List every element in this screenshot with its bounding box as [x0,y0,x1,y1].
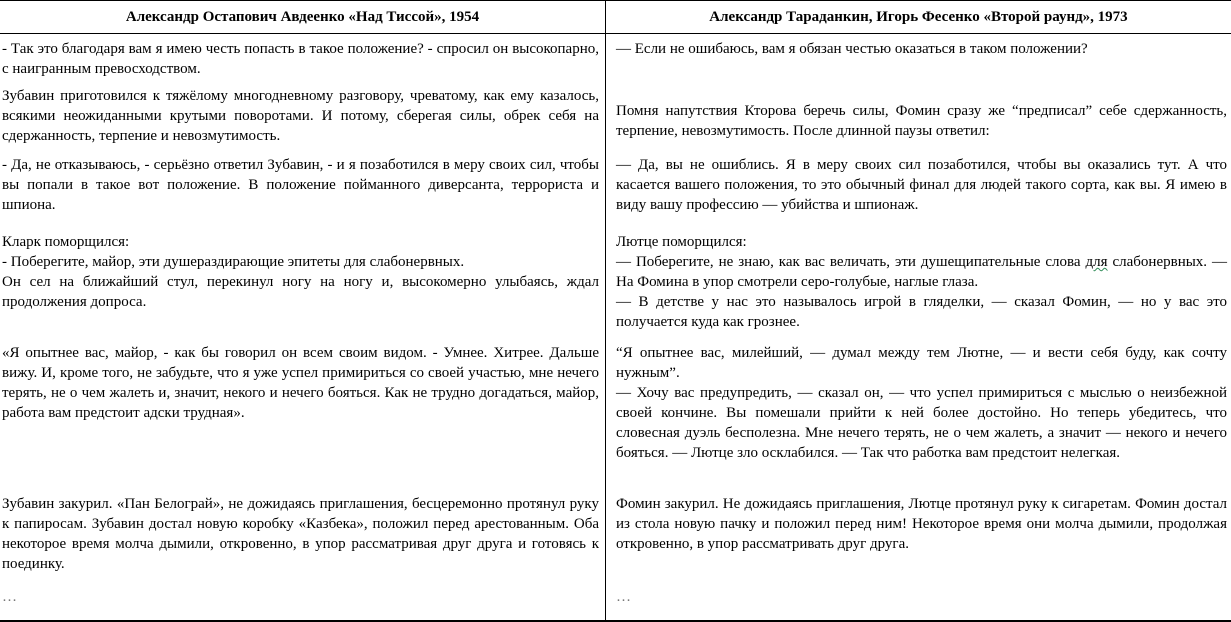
paragraph [616,252,1227,292]
left-column-text [0,34,606,620]
paragraph: — Если не ошибаюсь, вам я обязан честью оказаться в таком положении? [616,41,1088,57]
paragraph: “Я опытнее вас, милейший, — думал между тем Лютне, — и вести себя буду, как сочту нужным”. [616,345,1227,381]
paragraph: — В детстве у нас это называлось игрой в гляделки, — сказал Фомин, — но у вас это получается куда как грознее. [616,294,1227,330]
right-column-text [606,34,1231,620]
table-body-row [0,34,1231,620]
paragraph: - Поберегите, майор, эти душераздирающие эпитеты для слабонервных. [2,254,465,270]
paragraph: - Да, не отказываюсь, - серьёзно ответил Зубавин, - и я позаботился в меру своих сил, чтобы вы попали в такое вот положение. В положение пойманного диверсанта, террориста и шпиона. [2,157,599,213]
paragraph: Зубавин закурил. «Пан Белограй», не дожидаясь приглашения, бесцеремонно протянул руку к папиросам. Зубавин достал новую коробку «Казбека», положил перед арестованным. Оба некоторое время молча дымили, откровенно, в упор рассматривая друг друга и готовясь к поединку. [2,496,599,572]
paragraph: — Да, вы не ошиблись. Я в меру своих сил позаботился, чтобы вы оказались тут. А что касается вашего положения, то это обычный финал для людей такого сорта, как вы. Я имею в виду вашу профессию — убийства и шпионаж. [616,157,1227,213]
text-span: — Поберегите, не знаю, как вас величать, эти душещипательные слова [616,254,1086,270]
table-header-row [0,1,1231,34]
paragraph: — Хочу вас предупредить, — сказал он, — что успел примириться с мыслью о неизбежной своей кончине. Вы помешали прийти к ней более достойно. Но теперь убедитесь, что словесная дуэль бесполезна. Мне нечего терять, не о чем жалеть, а значит — некого и нечего бояться. — Лютце зло осклабился. — Так что работка вам предстоит нелегкая. [616,385,1227,461]
paragraph: «Я опытнее вас, майор, - как бы говорил он всем своим видом. - Умнее. Хитрее. Дальше вижу. И, кроме того, не забудьте, что я уже успел примириться со своей участью, мне нечего терять, не о чем жалеть и, значит, некого и нечего бояться. Как не трудно догадаться, майор, работа вам предстоит адски трудная». [2,345,599,421]
text-span: слабонервных. — На Фомина в упор смотрели серо-голубые, наглые глаза. [616,254,1227,290]
ellipsis: … [616,589,631,605]
header-right-source: Александр Тараданкин, Игорь Фесенко «Второй раунд», 1973 [709,8,1128,25]
paragraph: Фомин закурил. Не дожидаясь приглашения, Лютце протянул руку к сигаретам. Фомин достал из стола новую пачку и положил перед ним! Некоторое время они молча дымили, продолжая откровенно, в упор рассматривать друг друга. [616,496,1227,552]
spellcheck-flagged-word: для [1085,254,1108,270]
paragraph: Зубавин приготовился к тяжёлому многодневному разговору, чреватому, как ему казалось, всякими неожиданными крутыми поворотами. И потому, сберегая силы, обрек себя на сдержанность, терпение и невозмутимость. [2,88,599,144]
header-left-source: Александр Остапович Авдеенко «Над Тиссой», 1954 [0,1,606,33]
paragraph: Кларк поморщился: [2,234,130,250]
paragraph: Лютце поморщился: [616,234,747,250]
paragraph: - Так это благодаря вам я имею честь попасть в такое положение? - спросил он высокопарно, с наигранным превосходством. [2,41,599,77]
paragraph: Он сел на ближайший стул, перекинул ногу на ногу и, высокомерно улыбаясь, ждал продолжения допроса. [2,274,599,310]
paragraph: Помня напутствия Кторова беречь силы, Фомин сразу же “предписал” себе сдержанность, терпение, невозмутимость. После длинной паузы ответил: [616,103,1227,139]
ellipsis: … [2,589,17,605]
